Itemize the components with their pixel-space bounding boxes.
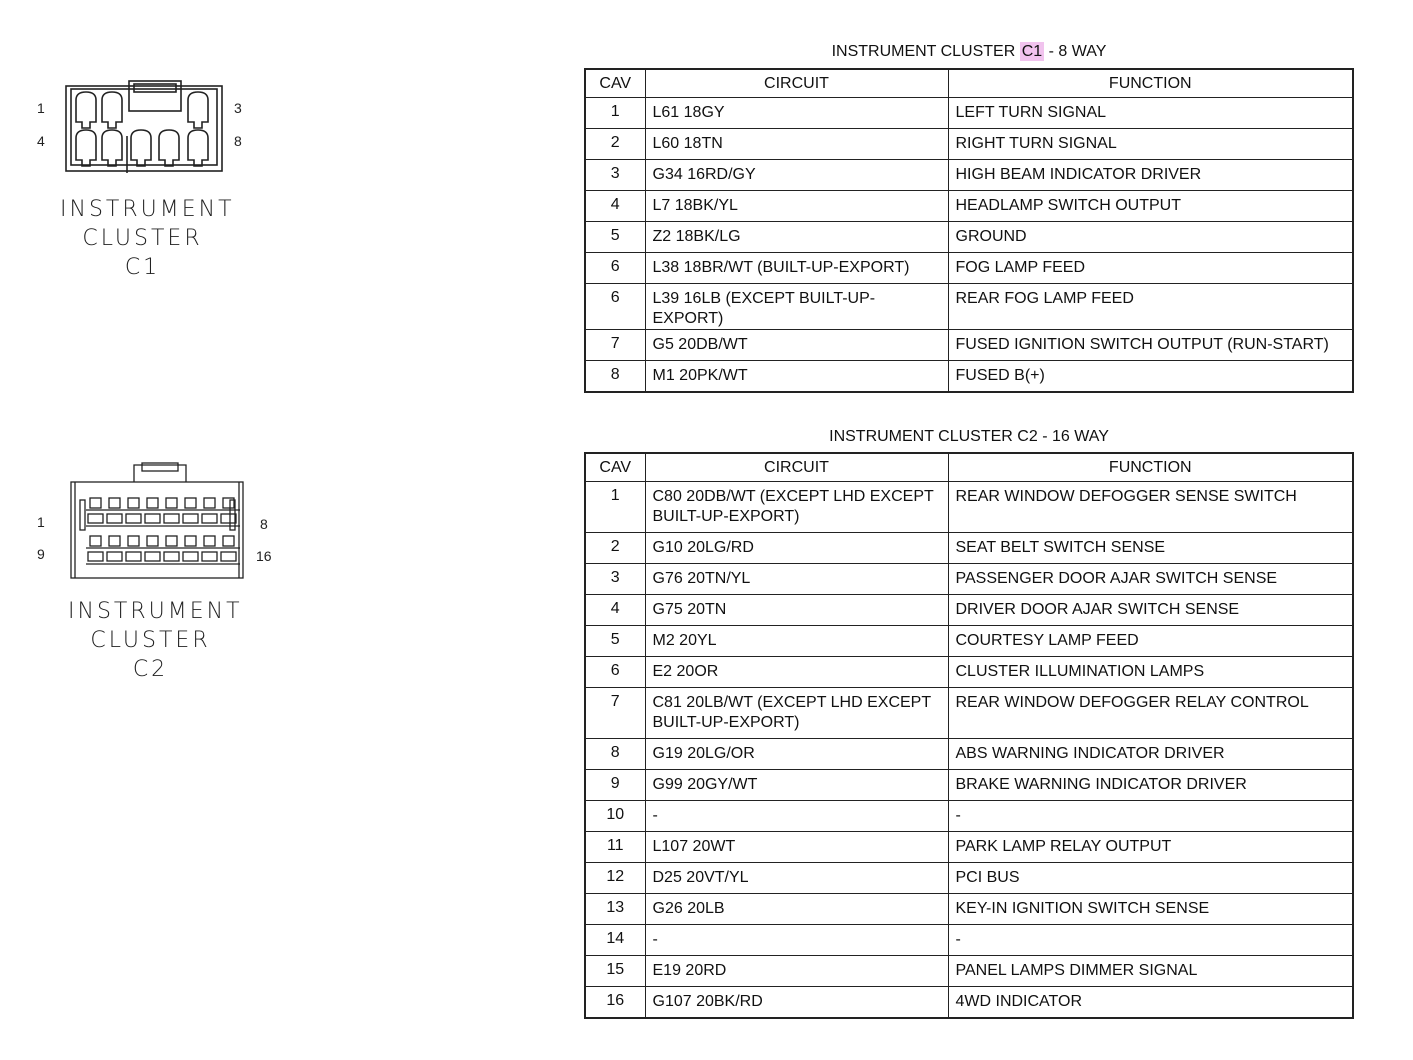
cell-cav: 3 [585, 564, 645, 595]
cell-function: FUSED IGNITION SWITCH OUTPUT (RUN-START) [948, 330, 1353, 361]
cell-function: CLUSTER ILLUMINATION LAMPS [948, 657, 1353, 688]
cell-function: PCI BUS [948, 863, 1353, 894]
cell-circuit: L39 16LB (EXCEPT BUILT-UP-EXPORT) [645, 284, 948, 330]
cell-function: FUSED B(+) [948, 361, 1353, 393]
pin-label-1: 1 [37, 514, 45, 530]
cell-cav: 4 [585, 191, 645, 222]
cell-circuit-line2: BUILT-UP-EXPORT) [652, 508, 800, 525]
header-function: FUNCTION [948, 69, 1353, 98]
cell-cav: 2 [585, 533, 645, 564]
cell-circuit-line1: C81 20LB/WT (EXCEPT LHD EXCEPT [652, 694, 932, 711]
cell-circuit: - [645, 801, 948, 832]
cell-cav: 11 [585, 832, 645, 863]
cell-circuit: L60 18TN [645, 129, 948, 160]
table-c1-pinout [584, 68, 1354, 393]
table-row [585, 160, 1353, 191]
table-row [585, 284, 1353, 330]
cell-function: KEY-IN IGNITION SWITCH SENSE [948, 894, 1353, 925]
connector-c1-diagram [0, 0, 300, 280]
table-header-row [585, 69, 1353, 98]
cell-circuit: G26 20LB [645, 894, 948, 925]
cell-cav: 7 [585, 330, 645, 361]
cell-circuit: L38 18BR/WT (BUILT-UP-EXPORT) [645, 253, 948, 284]
cell-cav: 14 [585, 925, 645, 956]
connector-c1-label-line1: INSTRUMENT [60, 197, 235, 222]
cell-cav: 10 [585, 801, 645, 832]
cell-circuit: E19 20RD [645, 956, 948, 987]
pin-label-8: 8 [234, 133, 242, 149]
cell-cav: 6 [585, 284, 645, 330]
header-circuit: CIRCUIT [645, 69, 948, 98]
table-row [585, 801, 1353, 832]
table-row [585, 533, 1353, 564]
connector-c2-face [68, 460, 248, 582]
pin-label-8: 8 [260, 516, 268, 532]
header-circuit: CIRCUIT [645, 453, 948, 482]
cell-circuit: M1 20PK/WT [645, 361, 948, 393]
connector-c2-label [68, 597, 243, 684]
cell-function: FOG LAMP FEED [948, 253, 1353, 284]
table-c2-pinout [584, 452, 1354, 1019]
cell-function: - [948, 801, 1353, 832]
cell-circuit: L7 18BK/YL [645, 191, 948, 222]
pin-label-1: 1 [37, 100, 45, 116]
table-c1-title [584, 43, 1354, 61]
cell-function: 4WD INDICATOR [948, 987, 1353, 1019]
cell-cav: 8 [585, 361, 645, 393]
table-row [585, 925, 1353, 956]
cell-function: REAR WINDOW DEFOGGER SENSE SWITCH [948, 482, 1353, 533]
table-row [585, 832, 1353, 863]
table-row [585, 956, 1353, 987]
cell-circuit: D25 20VT/YL [645, 863, 948, 894]
cell-circuit-line2: BUILT-UP-EXPORT) [652, 714, 800, 731]
cell-circuit: G107 20BK/RD [645, 987, 948, 1019]
cell-function: BRAKE WARNING INDICATOR DRIVER [948, 770, 1353, 801]
cell-circuit: G76 20TN/YL [645, 564, 948, 595]
cell-function: RIGHT TURN SIGNAL [948, 129, 1353, 160]
cell-cav: 13 [585, 894, 645, 925]
cell-function: GROUND [948, 222, 1353, 253]
cell-cav: 16 [585, 987, 645, 1019]
cell-cav: 4 [585, 595, 645, 626]
cell-cav: 5 [585, 222, 645, 253]
cell-circuit [645, 688, 948, 739]
table-row [585, 770, 1353, 801]
cell-cav: 1 [585, 482, 645, 533]
connector-c1-label [60, 195, 235, 282]
table-row [585, 191, 1353, 222]
table-row [585, 688, 1353, 739]
cell-function: REAR FOG LAMP FEED [948, 284, 1353, 330]
table-c1-title-prefix: INSTRUMENT CLUSTER [831, 43, 1020, 60]
cell-function: - [948, 925, 1353, 956]
table-c1-title-suffix: - 8 WAY [1044, 43, 1107, 60]
cell-function: PARK LAMP RELAY OUTPUT [948, 832, 1353, 863]
table-row [585, 894, 1353, 925]
cell-circuit: G34 16RD/GY [645, 160, 948, 191]
cell-function: COURTESY LAMP FEED [948, 626, 1353, 657]
cell-cav: 15 [585, 956, 645, 987]
table-row [585, 222, 1353, 253]
table-row [585, 330, 1353, 361]
pin-label-16: 16 [256, 548, 272, 564]
cell-cav: 6 [585, 253, 645, 284]
cell-cav: 1 [585, 98, 645, 129]
cell-cav: 9 [585, 770, 645, 801]
cell-circuit: G99 20GY/WT [645, 770, 948, 801]
cell-cav: 8 [585, 739, 645, 770]
cell-cav: 12 [585, 863, 645, 894]
pin-label-4: 4 [37, 133, 45, 149]
cell-circuit [645, 482, 948, 533]
cell-circuit: L107 20WT [645, 832, 948, 863]
connector-c2-diagram [0, 440, 300, 682]
cell-cav: 2 [585, 129, 645, 160]
cell-function: PANEL LAMPS DIMMER SIGNAL [948, 956, 1353, 987]
cell-function: ABS WARNING INDICATOR DRIVER [948, 739, 1353, 770]
connector-c2-label-line1: INSTRUMENT [68, 599, 243, 624]
table-row [585, 863, 1353, 894]
pin-label-3: 3 [234, 100, 242, 116]
cell-function: SEAT BELT SWITCH SENSE [948, 533, 1353, 564]
cell-circuit: L61 18GY [645, 98, 948, 129]
cell-circuit: G5 20DB/WT [645, 330, 948, 361]
table-row [585, 482, 1353, 533]
cell-circuit: Z2 18BK/LG [645, 222, 948, 253]
table-header-row [585, 453, 1353, 482]
cell-cav: 6 [585, 657, 645, 688]
connector-c1-face [62, 78, 227, 176]
cell-circuit: E2 20OR [645, 657, 948, 688]
cell-cav: 5 [585, 626, 645, 657]
connector-c2-label-line2: CLUSTER C2 [90, 628, 211, 682]
table-c1-title-highlight: C1 [1021, 43, 1043, 60]
cell-circuit: G19 20LG/OR [645, 739, 948, 770]
table-c2-title: INSTRUMENT CLUSTER C2 - 16 WAY [829, 428, 1109, 445]
table-row [585, 595, 1353, 626]
connector-c1-label-line2: CLUSTER C1 [82, 226, 203, 280]
table-row [585, 253, 1353, 284]
cell-function: HIGH BEAM INDICATOR DRIVER [948, 160, 1353, 191]
cell-function: REAR WINDOW DEFOGGER RELAY CONTROL [948, 688, 1353, 739]
cell-function: PASSENGER DOOR AJAR SWITCH SENSE [948, 564, 1353, 595]
cell-circuit: G10 20LG/RD [645, 533, 948, 564]
cell-cav: 3 [585, 160, 645, 191]
header-cav: CAV [585, 453, 645, 482]
table-row [585, 739, 1353, 770]
cell-function: LEFT TURN SIGNAL [948, 98, 1353, 129]
table-row [585, 98, 1353, 129]
table-row [585, 361, 1353, 393]
cell-cav: 7 [585, 688, 645, 739]
table-row [585, 987, 1353, 1019]
header-cav: CAV [585, 69, 645, 98]
cell-function: DRIVER DOOR AJAR SWITCH SENSE [948, 595, 1353, 626]
cell-circuit: - [645, 925, 948, 956]
cell-circuit: G75 20TN [645, 595, 948, 626]
cell-circuit: M2 20YL [645, 626, 948, 657]
table-row [585, 626, 1353, 657]
pin-label-9: 9 [37, 546, 45, 562]
cell-circuit-line1: C80 20DB/WT (EXCEPT LHD EXCEPT [652, 488, 934, 505]
table-row [585, 129, 1353, 160]
table-row [585, 564, 1353, 595]
header-function: FUNCTION [948, 453, 1353, 482]
table-row [585, 657, 1353, 688]
cell-function: HEADLAMP SWITCH OUTPUT [948, 191, 1353, 222]
